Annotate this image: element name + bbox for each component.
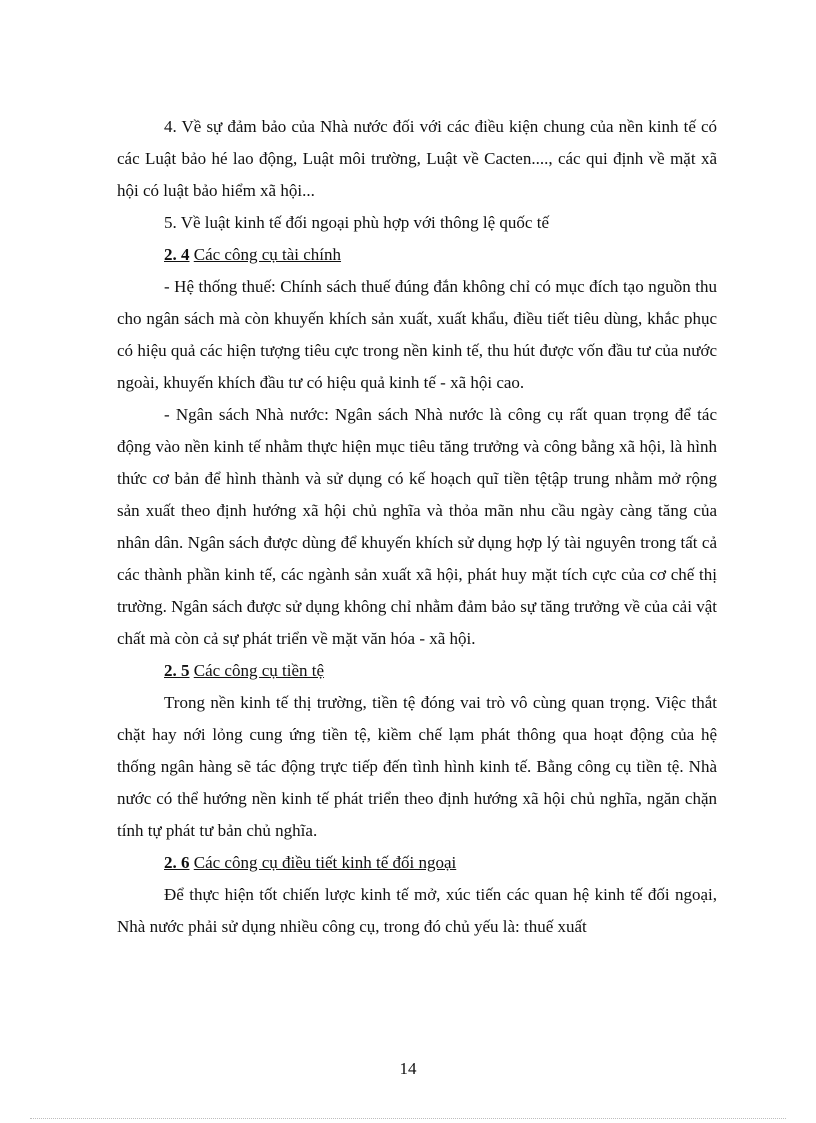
paragraph-foreign-economy: Để thực hiện tốt chiến lược kinh tế mở, xúc tiến các quan hệ kinh tế đối ngoại, Nhà nước phải sử dụng nhiều công cụ, trong đó chủ yếu là: thuế xuất xyxy=(117,885,717,936)
section-number: 2. 6 xyxy=(164,853,190,872)
section-heading-2-6 xyxy=(117,847,717,879)
paragraph-state-budget: - Ngân sách Nhà nước: Ngân sách Nhà nước là công cụ rất quan trọng để tác động vào nền kinh tế nhằm thực hiện mục tiêu tăng trưởng và công bằng xã hội, là hình thức cơ bản để hình thành và sử dụng có kế hoạch quĩ tiền tệtập trung nhằm mở rộng sản xuất theo định hướng xã hội chủ nghĩa và thỏa mãn nhu cầu ngày càng tăng của nhân dân. Ngân sách được dùng để khuyến khích sử dụng hợp lý tài nguyên trong tất cả các thành phần kinh tế, các ngành sản xuất xã hội, phát huy mặt tích cực của cơ chế thị trường. Ngân sách được sử dụng không chỉ nhằm đảm bảo sự tăng trưởng về của cải vật chất mà còn cả sự phát triển về mặt văn hóa - xã hội. xyxy=(117,405,717,648)
paragraph-item-4: 4. Về sự đảm bảo của Nhà nước đối với các điều kiện chung của nền kinh tế có các Luật bảo hé lao động, Luật môi trường, Luật về Cacten...., các qui định về mặt xã hội có luật bảo hiểm xã hội... xyxy=(117,117,717,200)
paragraph-item-5: 5. Về luật kinh tế đối ngoại phù hợp với thông lệ quốc tế xyxy=(164,213,549,232)
section-heading-2-4 xyxy=(117,239,717,271)
paragraph-monetary-tools: Trong nền kinh tế thị trường, tiền tệ đóng vai trò vô cùng quan trọng. Việc thắt chặt hay nới lỏng cung ứng tiền tệ, kiềm chế lạm phát thông qua hoạt động của hệ thống ngân hàng sẽ tác động trực tiếp đến tình hình kinh tế. Bằng công cụ tiền tệ. Nhà nước có thể hướng nền kinh tế phát triển theo định hướng xã hội chủ nghĩa, ngăn chặn tính tự phát tư bản chủ nghĩa. xyxy=(117,693,717,840)
section-title: Các công cụ tài chính xyxy=(193,245,342,264)
section-number: 2. 5 xyxy=(164,661,190,680)
section-title: Các công cụ tiền tệ xyxy=(193,661,325,680)
page-number: 14 xyxy=(399,1059,417,1078)
section-number: 2. 4 xyxy=(164,245,190,264)
paragraph-tax-system: - Hệ thống thuế: Chính sách thuế đúng đắn không chỉ có mục đích tạo nguồn thu cho ngân sách mà còn khuyến khích sản xuất, xuất khẩu, điều tiết tiêu dùng, khắc phục có hiệu quả các hiện tượng tiêu cực trong nền kinh tế, thu hút được vốn đầu tư của nước ngoài, khuyến khích đầu tư có hiệu quả kinh tế - xã hội cao. xyxy=(117,277,717,392)
page-bottom-divider xyxy=(30,1118,786,1119)
section-heading-2-5 xyxy=(117,655,717,687)
section-title: Các công cụ điều tiết kinh tế đối ngoại xyxy=(193,853,457,872)
document-body xyxy=(117,111,717,943)
